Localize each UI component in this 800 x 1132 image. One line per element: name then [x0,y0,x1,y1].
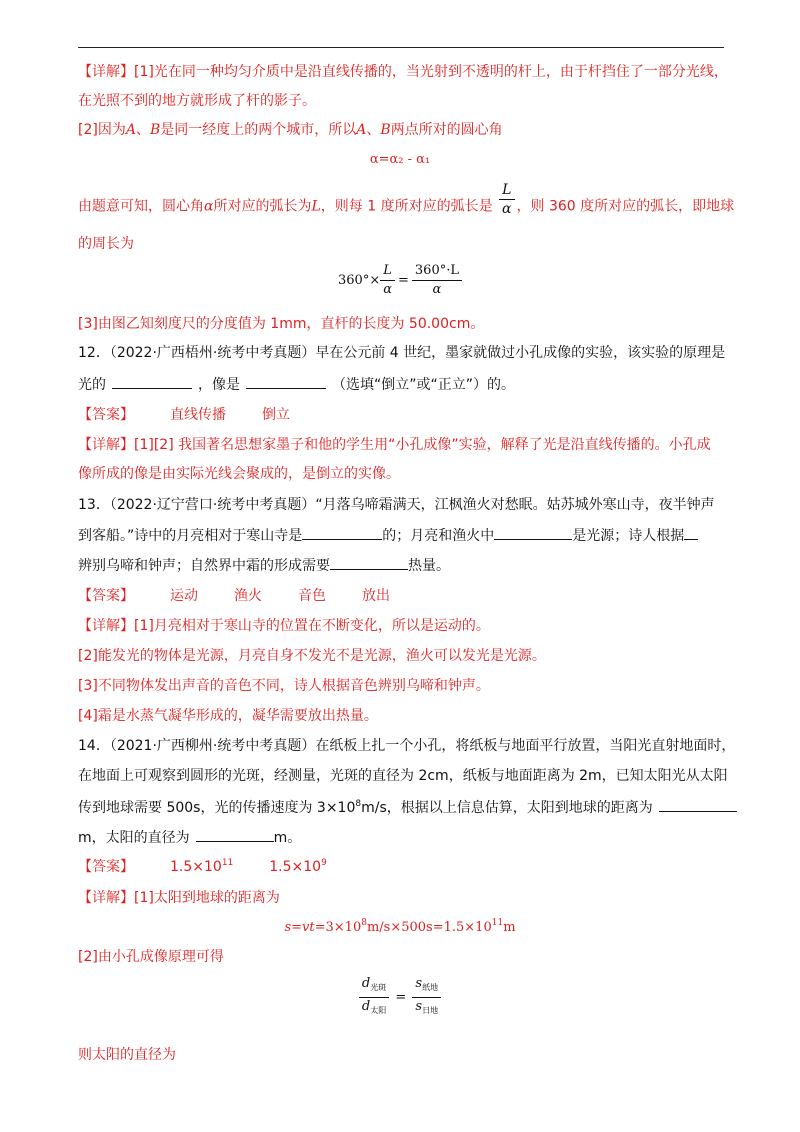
q12-detail-line-1: 【详解】[1][2] 我国著名思想家墨子和他的学生用“小孔成像”实验，解释了光是沿直线传播的。小孔成 [78,437,711,453]
q14-blank-1[interactable] [659,797,737,812]
q14-answer: 【答案】 $1.5\times 10^{11}$ $1.5\times 10^9$ [78,858,327,875]
q14-stem-line-4: m，太阳的直径为 m。 [78,827,301,848]
q14-stem-line-3: 传到地球需要 500s，光的传播速度为 $3\times 10^8m/s$，根据以上信息估算，太阳到地球的距离为 [78,797,737,818]
q13-blank-4[interactable] [330,555,408,570]
q14-equation-distance: $s=vt=3\times 10^8m/s\times 500s=1.5\times 10^{11}m$ [284,918,516,935]
detail-line-2: 在光照不到的地方就形成了杆的影子。 [78,93,316,109]
q13-blank-3[interactable] [684,525,698,540]
q13-blank-2[interactable] [494,525,572,540]
q13-blank-1[interactable] [302,525,382,540]
q14-stem-line-1: 14．（2021·广西柳州·统考中考真题）在纸板上扎一个小孔，将纸板与地面平行放置，当阳光直射地面时， [78,738,736,754]
q12-detail-line-2: 像所成的像是由实际光线会聚成的，是倒立的实像。 [78,466,400,482]
q14-detail-line-1: 【详解】[1]太阳到地球的距离为 [78,890,280,906]
detail-line-4: 由题意可知，圆心角α所对应的弧长为L，则每 1 度所对应的弧长是 $\frac{L}{\alpha}$ ，则 360 度所对应的弧长，即地球 [78,182,735,217]
equation-circumference: 360°× $\frac{L}{\alpha}$ = $\frac{360^\circ\cdot L}{\alpha}$ [0,262,800,299]
q13-stem-line-3: 辨别乌啼和钟声；自然界中霜的形成需要 热量。 [78,555,450,576]
q12-answer: 【答案】 直线传播 倒立 [78,407,290,423]
q13-detail-line-4: [4]霜是水蒸气凝华形成的，凝华需要放出热量。 [78,708,378,724]
fraction-l-over-alpha: $\frac{L}{\alpha}$ [499,181,514,218]
q14-detail-line-3: 则太阳的直径为 [78,1047,176,1063]
q12-blank-1[interactable] [112,374,192,389]
q13-answer: 【答案】 运动 渔火 音色 放出 [78,588,390,604]
detail-line-3: [2]因为A、B是同一经度上的两个城市，所以A、B两点所对的圆心角 [78,122,503,138]
q13-detail-line-3: [3]不同物体发出声音的音色不同，诗人根据音色辨别乌啼和钟声。 [78,678,490,694]
q13-detail-line-1: 【详解】[1]月亮相对于寒山寺的位置在不断变化，所以是运动的。 [78,618,490,634]
detail-line-6: [3]由图乙知刻度尺的分度值为 1mm，直杆的长度为 50.00cm。 [78,316,485,332]
header-rule [78,47,724,48]
q12-stem-line-2: 光的 ，像是 （选填“倒立”或“正立”）的。 [78,374,515,395]
q12-stem-line-1: 12．（2022·广西梧州·统考中考真题）早在公元前 4 世纪，墨家就做过小孔成像的实验，该实验的原理是 [78,345,726,361]
detail-line-1: 【详解】[1]光在同一种均匀介质中是沿直线传播的，当光射到不透明的杆上，由于杆挡住了一部分光线， [78,64,728,80]
q13-stem-line-2: 到客船。”诗中的月亮相对于寒山寺是 的；月亮和渔火中 是光源；诗人根据 [78,525,698,546]
detail-line-5: 的周长为 [78,236,134,252]
q14-stem-line-2: 在地面上可观察到圆形的光斑，经测量，光斑的直径为 2cm，纸板与地面距离为 2m，已知太阳光从太阳 [78,768,728,784]
q13-stem-line-1: 13．（2022·辽宁营口·统考中考真题）“月落乌啼霜满天，江枫渔火对愁眠。姑苏城外寒山寺，夜半钟声 [78,497,715,513]
q14-blank-2[interactable] [196,827,274,842]
q12-blank-2[interactable] [246,374,326,389]
q13-detail-line-2: [2]能发光的物体是光源，月亮自身不发光不是光源，渔火可以发光是光源。 [78,648,546,664]
q14-detail-line-2: [2]由小孔成像原理可得 [78,949,224,965]
q14-equation-ratio: $\frac{d_{光斑}}{d_{太阳}}$ = $\frac{s_{纸地}}{s_{日地}}$ [0,975,800,1020]
equation-central-angle: α=α₂ - α₁ [369,152,431,167]
